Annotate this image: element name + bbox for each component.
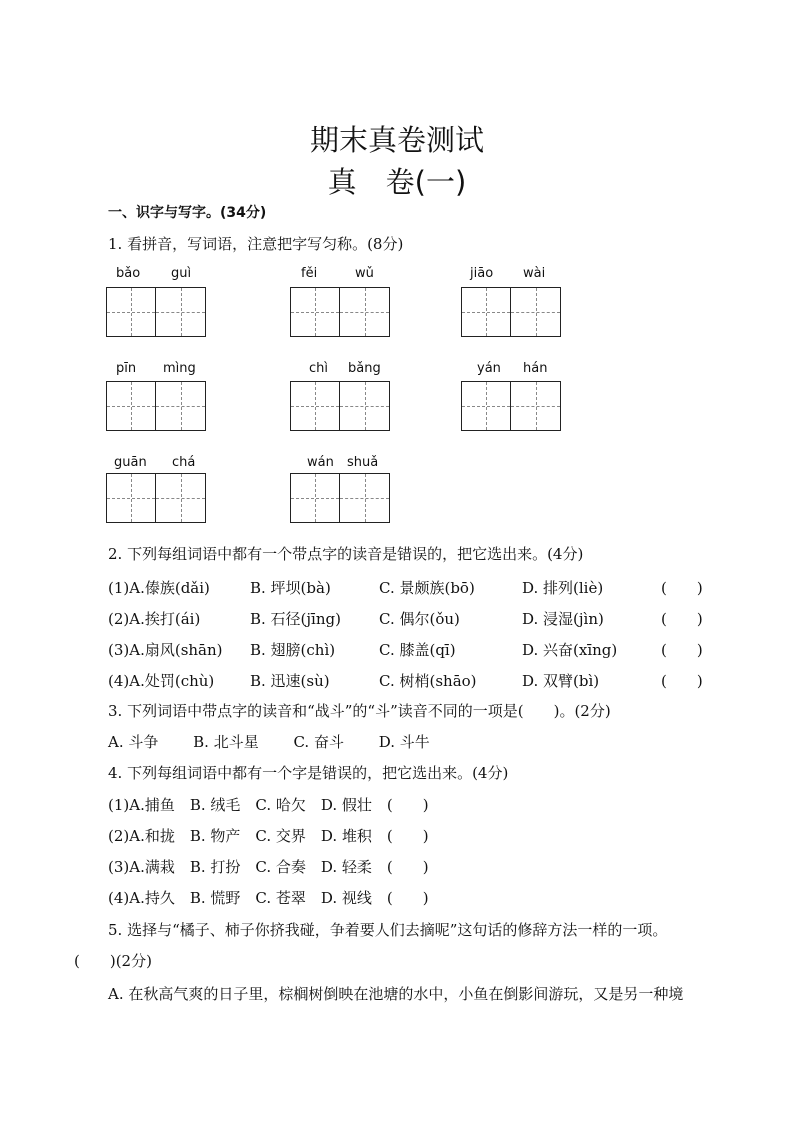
q5-option-a: A. 在秋高气爽的日子里，棕榈树倒映在池塘的水中，小鱼在倒影间游玩，又是另一种境 (108, 985, 684, 1003)
option-c: C. 膝盖(qī) (379, 641, 456, 659)
question-4: 4. 下列每组词语中都有一个字是错误的，把它选出来。(4分) (108, 764, 509, 782)
pinyin: bǎng (348, 361, 381, 376)
option-a: (4)A.处罚(chù) (108, 672, 215, 690)
q4-option-row: (3)A.满栽 B. 打扮 C. 合奏 D. 轻柔 ( ) (108, 858, 429, 876)
pinyin: shuǎ (347, 455, 379, 470)
option-d: D. 浸湿(jìn) (522, 610, 604, 628)
writing-grid[interactable] (290, 473, 390, 523)
option-b: B. 迅速(sù) (250, 672, 330, 690)
pinyin: wài (523, 266, 546, 281)
option-b: B. 石径(jīng) (250, 610, 341, 628)
pinyin: bǎo (116, 266, 141, 281)
answer-blank[interactable]: ( ) (661, 641, 703, 659)
option-d: D. 排列(liè) (522, 579, 604, 597)
pinyin: wǔ (355, 266, 374, 281)
pinyin: wán (307, 455, 334, 470)
q4-option-row: (4)A.持久 B. 慌野 C. 苍翠 D. 视线 ( ) (108, 889, 429, 907)
writing-grid[interactable] (106, 287, 206, 337)
option-a: (1)A.傣族(dǎi) (108, 579, 210, 597)
section-heading: 一、识字与写字。(34分) (108, 205, 267, 221)
pinyin: chá (172, 455, 196, 470)
writing-grid[interactable] (290, 287, 390, 337)
pinyin: guān (114, 455, 147, 470)
writing-grid[interactable] (461, 287, 561, 337)
option-d: D. 双臂(bì) (522, 672, 600, 690)
writing-grid[interactable] (106, 381, 206, 431)
option-c: C. 偶尔(ǒu) (379, 610, 460, 628)
answer-blank[interactable]: ( ) (661, 579, 703, 597)
q4-option-row: (2)A.和拢 B. 物产 C. 交界 D. 堆积 ( ) (108, 827, 429, 845)
answer-blank[interactable]: ( ) (661, 610, 703, 628)
writing-grid[interactable] (290, 381, 390, 431)
pinyin: hán (523, 361, 548, 376)
question-1: 1. 看拼音，写词语，注意把字写匀称。(8分) (108, 235, 404, 253)
page-title: 期末真卷测试 (309, 123, 484, 157)
pinyin: mìng (163, 361, 196, 376)
pinyin: pīn (116, 361, 137, 376)
writing-grid[interactable] (106, 473, 206, 523)
option-a: (3)A.扇风(shān) (108, 641, 223, 659)
option-a: (2)A.挨打(ái) (108, 610, 201, 628)
pinyin: yán (477, 361, 501, 376)
pinyin: fěi (301, 266, 318, 281)
page-subtitle: 真 卷(一) (327, 165, 467, 199)
pinyin: jiāo (470, 266, 494, 281)
option-b: B. 坪坝(bà) (250, 579, 331, 597)
question-3: 3. 下列词语中带点字的读音和“战斗”的“斗”读音不同的一项是( )。(2分) (108, 702, 611, 720)
q4-option-row: (1)A.捕鱼 B. 绒毛 C. 哈欠 D. 假壮 ( ) (108, 796, 429, 814)
pinyin: guì (171, 266, 192, 281)
q3-options: A. 斗争 B. 北斗星 C. 奋斗 D. 斗牛 (108, 733, 430, 751)
option-c: C. 景颇族(bō) (379, 579, 475, 597)
question-2: 2. 下列每组词语中都有一个带点字的读音是错误的，把它选出来。(4分) (108, 545, 584, 563)
writing-grid[interactable] (461, 381, 561, 431)
pinyin: chì (309, 361, 328, 376)
question-5: 5. 选择与“橘子、柿子你挤我碰，争着要人们去摘呢”这句话的修辞方法一样的一项。 (108, 921, 668, 939)
option-d: D. 兴奋(xīng) (522, 641, 618, 659)
q5-answer-blank[interactable]: ( )(2分) (74, 952, 152, 970)
option-b: B. 翅膀(chì) (250, 641, 336, 659)
answer-blank[interactable]: ( ) (661, 672, 703, 690)
option-c: C. 树梢(shāo) (379, 672, 477, 690)
